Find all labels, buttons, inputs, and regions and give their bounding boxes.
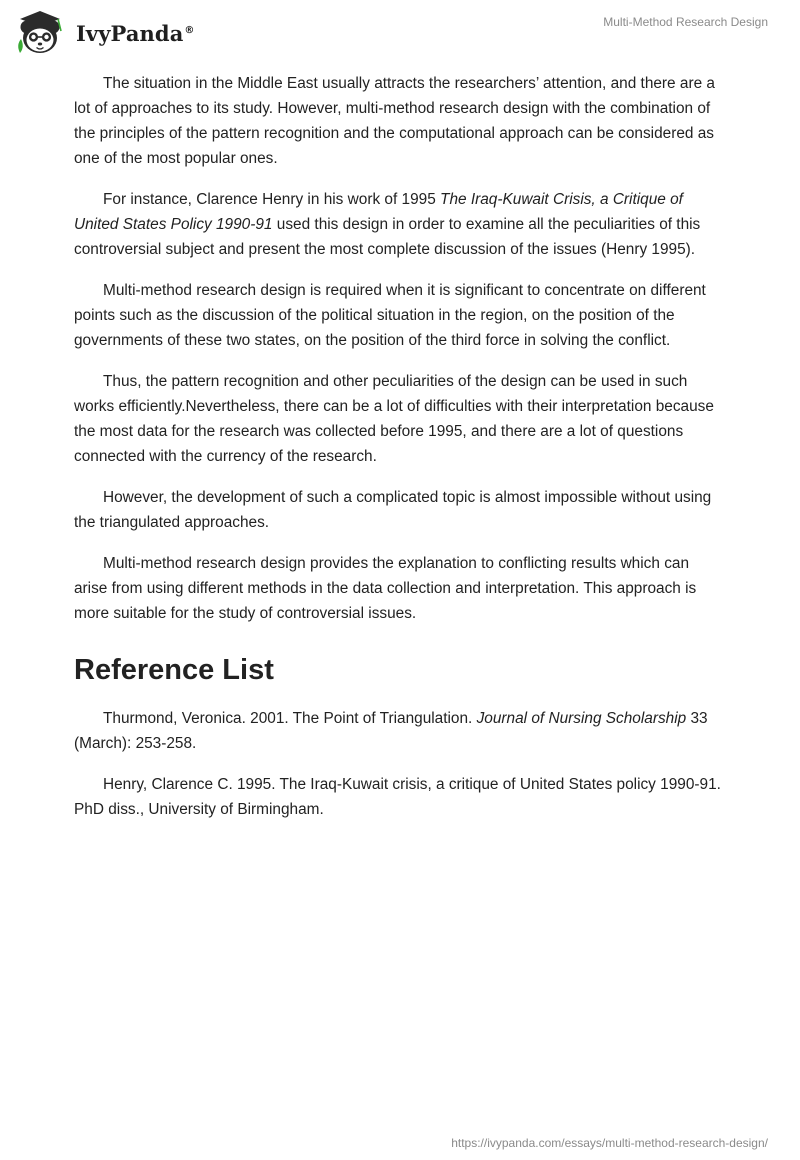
reference-item: Thurmond, Veronica. 2001. The Point of Triangulation. Journal of Nursing Scholarship 33 (March): 253-258. — [74, 710, 708, 752]
reference-list-heading: Reference List — [74, 654, 274, 686]
source-url[interactable]: https://ivypanda.com/essays/multi-method-research-design/ — [451, 1136, 768, 1150]
paragraph: The situation in the Middle East usually attracts the researchers’ attention, and there are a lot of approaches to its study. However, multi-method research design with the combination of the principles of the pattern recognition and the computational approach can be considered as one of the most popular ones. — [74, 75, 715, 167]
reference-item: Henry, Clarence C. 1995. The Iraq-Kuwait crisis, a critique of United States policy 1990-91. PhD diss., University of Birmingham. — [74, 776, 721, 818]
panda-graduation-cap-logo-icon — [14, 9, 70, 55]
journal-title: Journal of Nursing Scholarship — [476, 710, 687, 727]
page-header — [0, 0, 800, 60]
paragraph: Multi-method research design provides the explanation to conflicting results which can arise from using different methods in the data collection and interpretation. This approach is more suitable for the study of controversial issues. — [74, 555, 697, 622]
paragraph: Thus, the pattern recognition and other peculiarities of the design can be used in such works efficiently.Nevertheless, there can be a lot of difficulties with their interpretation because the most data for the research was collected before 1995, and there are a lot of questions connected with the currency of the research. — [74, 373, 714, 465]
document-title: Multi-Method Research Design — [603, 15, 768, 29]
paragraph: Multi-method research design is required when it is significant to concentrate on different points such as the discussion of the political situation in the region, on the position of the governments of these two states, on the position of the third force in solving the conflict. — [74, 282, 706, 349]
italic-title: The Iraq-Kuwait Crisis, a Critique of United States Policy 1990-91 — [74, 191, 683, 233]
paragraph: However, the development of such a complicated topic is almost impossible without using the triangulated approaches. — [74, 489, 712, 531]
paragraph: For instance, Clarence Henry in his work of 1995 The Iraq-Kuwait Crisis, a Critique of United States Policy 1990-91 used this design in order to examine all the peculiarities of this controversial subject and present the most complete discussion of the issues (Henry 1995). — [74, 191, 701, 258]
brand-logo[interactable] — [14, 9, 195, 55]
essay-content — [74, 71, 726, 838]
brand-name: IvyPanda® — [76, 20, 195, 46]
